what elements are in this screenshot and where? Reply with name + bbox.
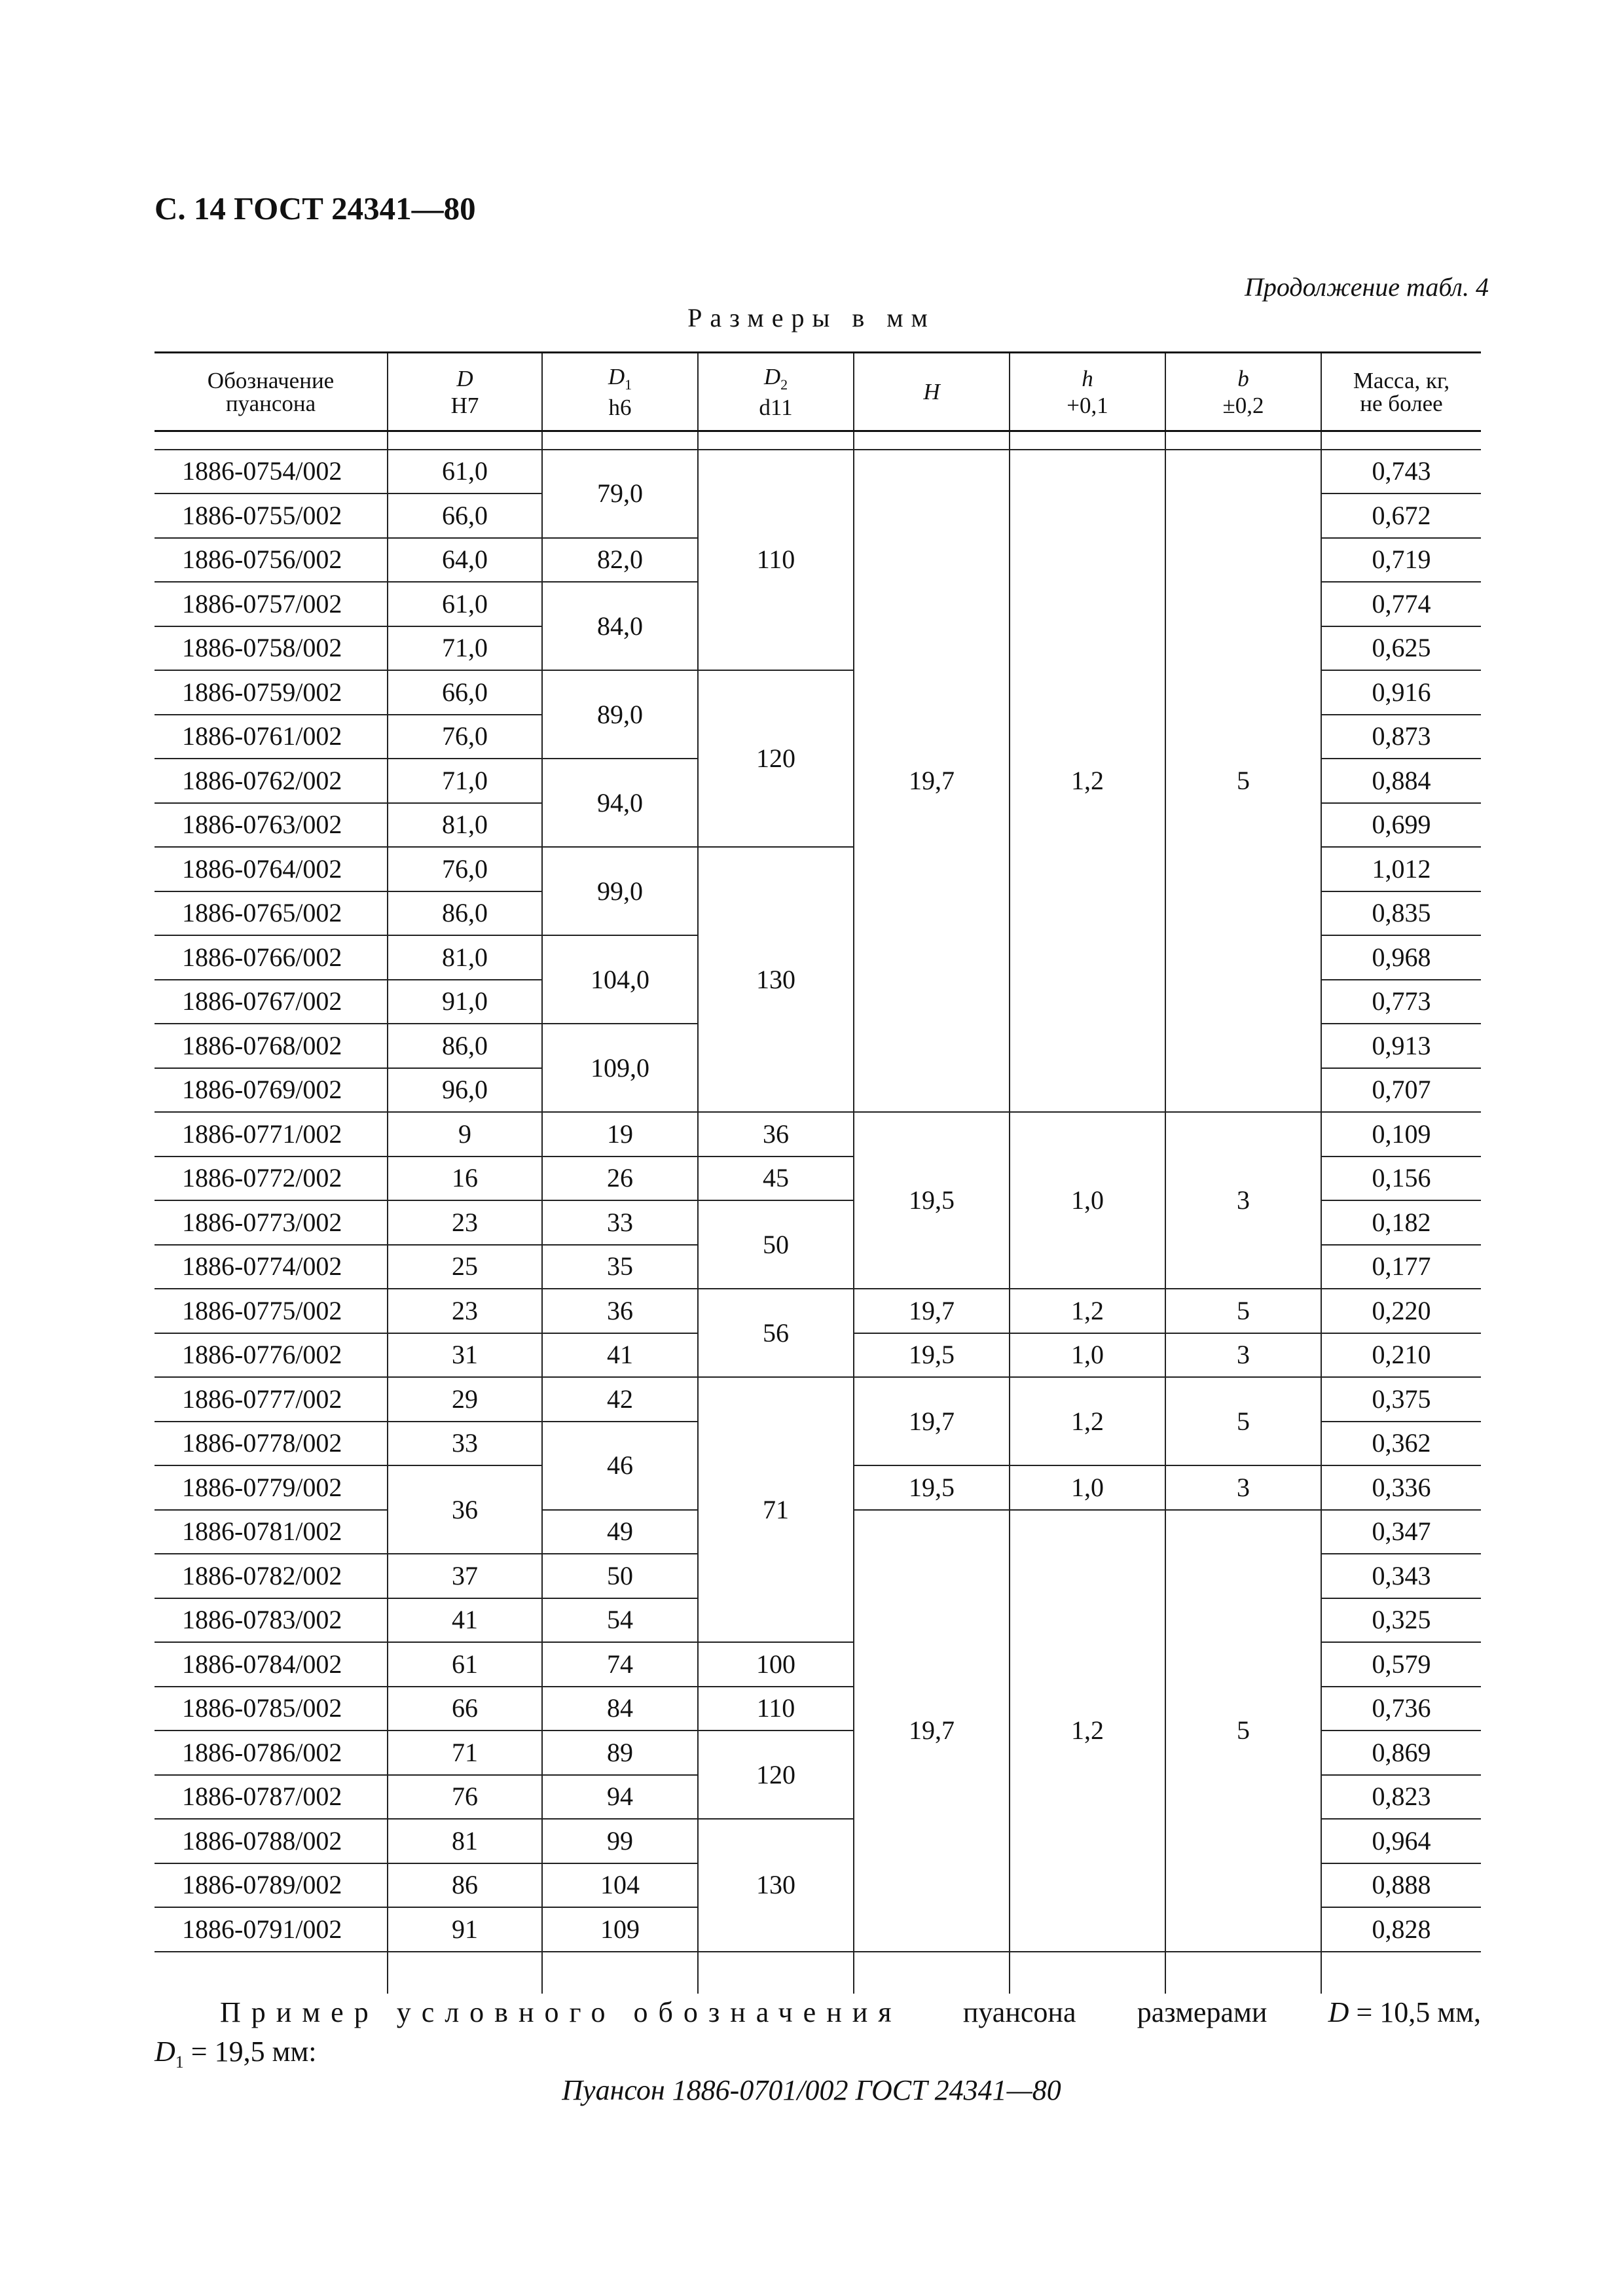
cell-d: 25: [388, 1245, 542, 1289]
cell-mass: 0,873: [1321, 715, 1481, 759]
cell-mass: 0,964: [1321, 1819, 1481, 1863]
cell-d1: 84: [542, 1687, 698, 1731]
cell-d1: 42: [542, 1377, 698, 1422]
cell-d1: 94: [542, 1775, 698, 1820]
cell-b: 3: [1165, 1333, 1321, 1378]
cell-d1: 54: [542, 1598, 698, 1643]
cell-designation: 1886-0762/002: [155, 759, 388, 803]
cell-d1: 84,0: [542, 582, 698, 670]
cell-designation: 1886-0774/002: [155, 1245, 388, 1289]
cell-height: 19,7: [854, 1510, 1010, 1952]
cell-mass: 1,012: [1321, 847, 1481, 891]
cell-mass: 0,888: [1321, 1863, 1481, 1908]
header-gap-row: [155, 431, 1481, 450]
table-row: [155, 450, 1481, 494]
cell-d: 81,0: [388, 935, 542, 980]
cell-designation: 1886-0775/002: [155, 1289, 388, 1333]
table-row: [155, 1112, 1481, 1157]
cell-height: 19,7: [854, 1289, 1010, 1333]
tail-cell: [854, 1952, 1010, 1994]
cell-mass: 0,182: [1321, 1200, 1481, 1245]
designation-example: [155, 1993, 1481, 2082]
example-d-value: D = 10,5 мм,: [1328, 1996, 1481, 2028]
page-header: С. 14 ГОСТ 24341—80: [155, 190, 476, 226]
cell-d: 9: [388, 1112, 542, 1157]
cell-d: 31: [388, 1333, 542, 1378]
cell-d2: 71: [698, 1377, 854, 1642]
cell-mass: 0,672: [1321, 493, 1481, 538]
cell-d2: 120: [698, 1731, 854, 1819]
cell-h: 1,2: [1010, 1289, 1165, 1333]
cell-mass: 0,707: [1321, 1068, 1481, 1113]
table-tail-row: [155, 1952, 1481, 1994]
cell-designation: 1886-0766/002: [155, 935, 388, 980]
cell-d: 61,0: [388, 582, 542, 626]
cell-d1: 74: [542, 1642, 698, 1687]
cell-mass: 0,773: [1321, 980, 1481, 1024]
cell-d: 86,0: [388, 891, 542, 936]
cell-d1: 94,0: [542, 759, 698, 847]
cell-designation: 1886-0783/002: [155, 1598, 388, 1643]
cell-mass: 0,774: [1321, 582, 1481, 626]
cell-d1: 89,0: [542, 670, 698, 759]
example-word-punch: пуансона: [962, 1996, 1076, 2028]
cell-b: 3: [1165, 1465, 1321, 1510]
cell-mass: 0,210: [1321, 1333, 1481, 1378]
cell-h: 1,2: [1010, 450, 1165, 1113]
tail-cell: [155, 1952, 388, 1994]
cell-h: 1,0: [1010, 1465, 1165, 1510]
cell-mass: 0,325: [1321, 1598, 1481, 1643]
cell-b: 5: [1165, 1377, 1321, 1465]
gap-cell: [1321, 431, 1481, 450]
cell-mass: 0,828: [1321, 1907, 1481, 1952]
cell-d: 64,0: [388, 538, 542, 583]
cell-b: 5: [1165, 1289, 1321, 1333]
cell-designation: 1886-0784/002: [155, 1642, 388, 1687]
cell-d: 76: [388, 1775, 542, 1820]
gap-cell: [1010, 431, 1165, 450]
cell-d: 33: [388, 1422, 542, 1466]
cell-mass: 0,220: [1321, 1289, 1481, 1333]
gap-cell: [854, 431, 1010, 450]
cell-designation: 1886-0781/002: [155, 1510, 388, 1554]
cell-d: 66,0: [388, 670, 542, 715]
cell-d: 37: [388, 1554, 542, 1598]
cell-d: 81: [388, 1819, 542, 1863]
cell-designation: 1886-0765/002: [155, 891, 388, 936]
table-header-row: [155, 353, 1481, 431]
cell-designation: 1886-0772/002: [155, 1157, 388, 1201]
cell-mass: 0,343: [1321, 1554, 1481, 1598]
cell-d: 29: [388, 1377, 542, 1422]
cell-d1: 82,0: [542, 538, 698, 583]
gap-cell: [698, 431, 854, 450]
cell-d: 66: [388, 1687, 542, 1731]
cell-designation: 1886-0759/002: [155, 670, 388, 715]
cell-designation: 1886-0786/002: [155, 1731, 388, 1775]
cell-mass: 0,109: [1321, 1112, 1481, 1157]
col-header-b: b ±0,2: [1165, 353, 1321, 431]
cell-b: 3: [1165, 1112, 1321, 1289]
cell-d1: 109,0: [542, 1024, 698, 1112]
gap-cell: [1165, 431, 1321, 450]
col-header-h-height: H: [854, 353, 1010, 431]
cell-d: 16: [388, 1157, 542, 1201]
cell-designation: 1886-0769/002: [155, 1068, 388, 1113]
cell-d: 61,0: [388, 450, 542, 494]
cell-designation: 1886-0778/002: [155, 1422, 388, 1466]
col-header-mass: Масса, кг, не более: [1321, 353, 1481, 431]
cell-d1: 99,0: [542, 847, 698, 935]
cell-d1: 33: [542, 1200, 698, 1245]
cell-d: 91,0: [388, 980, 542, 1024]
cell-designation: 1886-0776/002: [155, 1333, 388, 1378]
cell-d1: 46: [542, 1422, 698, 1510]
col-header-d2: $D_2$ d11: [698, 353, 854, 431]
cell-mass: 0,719: [1321, 538, 1481, 583]
cell-mass: 0,913: [1321, 1024, 1481, 1068]
cell-designation: 1886-0791/002: [155, 1907, 388, 1952]
cell-d1: 49: [542, 1510, 698, 1554]
cell-d2: 56: [698, 1289, 854, 1377]
col-header-h-small: h +0,1: [1010, 353, 1165, 431]
cell-b: 5: [1165, 450, 1321, 1113]
cell-mass: 0,362: [1321, 1422, 1481, 1466]
cell-d1: 109: [542, 1907, 698, 1952]
cell-d2: 130: [698, 1819, 854, 1952]
cell-d2: 50: [698, 1200, 854, 1289]
cell-height: 19,5: [854, 1112, 1010, 1289]
cell-designation: 1886-0777/002: [155, 1377, 388, 1422]
col-header-d1: $D_1$ h6: [542, 353, 698, 431]
cell-designation: 1886-0754/002: [155, 450, 388, 494]
cell-mass: 0,336: [1321, 1465, 1481, 1510]
tail-cell: [1010, 1952, 1165, 1994]
example-d1-value: $D_1 = 19,5$ мм:: [155, 2036, 317, 2072]
cell-mass: 0,835: [1321, 891, 1481, 936]
cell-designation: 1886-0788/002: [155, 1819, 388, 1863]
cell-b: 5: [1165, 1510, 1321, 1952]
cell-d: 23: [388, 1289, 542, 1333]
cell-designation: 1886-0787/002: [155, 1775, 388, 1820]
cell-designation: 1886-0789/002: [155, 1863, 388, 1908]
cell-d1: 36: [542, 1289, 698, 1333]
cell-designation: 1886-0761/002: [155, 715, 388, 759]
cell-designation: 1886-0764/002: [155, 847, 388, 891]
cell-height: 19,7: [854, 1377, 1010, 1465]
cell-d: 96,0: [388, 1068, 542, 1113]
cell-d: 86,0: [388, 1024, 542, 1068]
cell-d: 41: [388, 1598, 542, 1643]
cell-d: 76,0: [388, 847, 542, 891]
cell-designation: 1886-0763/002: [155, 803, 388, 848]
cell-d: 71: [388, 1731, 542, 1775]
cell-mass: 0,347: [1321, 1510, 1481, 1554]
cell-d: 86: [388, 1863, 542, 1908]
cell-designation: 1886-0773/002: [155, 1200, 388, 1245]
col-header-designation: Обозначение пуансона: [155, 353, 388, 431]
example-lead: Пример условного обозначения: [220, 1996, 902, 2028]
col-header-d: D H7: [388, 353, 542, 431]
example-word-sizes: размерами: [1137, 1996, 1267, 2028]
cell-mass: 0,869: [1321, 1731, 1481, 1775]
gap-cell: [388, 431, 542, 450]
punch-dimensions-table: [155, 351, 1481, 1994]
cell-d2: 110: [698, 450, 854, 671]
gap-cell: [155, 431, 388, 450]
cell-designation: 1886-0785/002: [155, 1687, 388, 1731]
cell-height: 19,5: [854, 1333, 1010, 1378]
cell-h: 1,2: [1010, 1377, 1165, 1465]
cell-d: 36: [388, 1465, 542, 1554]
cell-d1: 41: [542, 1333, 698, 1378]
cell-designation: 1886-0771/002: [155, 1112, 388, 1157]
tail-cell: [698, 1952, 854, 1994]
cell-d1: 35: [542, 1245, 698, 1289]
cell-mass: 0,375: [1321, 1377, 1481, 1422]
cell-d: 66,0: [388, 493, 542, 538]
cell-height: 19,7: [854, 450, 1010, 1113]
cell-h: 1,0: [1010, 1333, 1165, 1378]
cell-mass: 0,579: [1321, 1642, 1481, 1687]
cell-d2: 130: [698, 847, 854, 1112]
gap-cell: [542, 431, 698, 450]
cell-designation: 1886-0758/002: [155, 626, 388, 671]
cell-d1: 79,0: [542, 450, 698, 538]
cell-d1: 104,0: [542, 935, 698, 1024]
table-row: [155, 1377, 1481, 1422]
cell-d1: 50: [542, 1554, 698, 1598]
cell-mass: 0,736: [1321, 1687, 1481, 1731]
cell-mass: 0,743: [1321, 450, 1481, 494]
cell-d: 91: [388, 1907, 542, 1952]
cell-h: 1,0: [1010, 1112, 1165, 1289]
cell-d1: 99: [542, 1819, 698, 1863]
cell-d: 71,0: [388, 759, 542, 803]
table-row: [155, 1289, 1481, 1333]
cell-d: 81,0: [388, 803, 542, 848]
cell-height: 19,5: [854, 1465, 1010, 1510]
cell-mass: 0,916: [1321, 670, 1481, 715]
tail-cell: [1321, 1952, 1481, 1994]
cell-mass: 0,968: [1321, 935, 1481, 980]
tail-cell: [1165, 1952, 1321, 1994]
cell-designation: 1886-0782/002: [155, 1554, 388, 1598]
cell-mass: 0,625: [1321, 626, 1481, 671]
cell-d2: 36: [698, 1112, 854, 1157]
cell-d: 23: [388, 1200, 542, 1245]
table-body: [155, 431, 1481, 1994]
cell-d2: 110: [698, 1687, 854, 1731]
tail-cell: [542, 1952, 698, 1994]
cell-designation: 1886-0757/002: [155, 582, 388, 626]
cell-d: 61: [388, 1642, 542, 1687]
cell-d1: 19: [542, 1112, 698, 1157]
cell-designation: 1886-0756/002: [155, 538, 388, 583]
cell-d1: 26: [542, 1157, 698, 1201]
cell-d2: 120: [698, 670, 854, 847]
cell-mass: 0,156: [1321, 1157, 1481, 1201]
cell-d2: 100: [698, 1642, 854, 1687]
table-continuation-label: Продолжение табл. 4: [1244, 272, 1489, 302]
cell-mass: 0,823: [1321, 1775, 1481, 1820]
cell-designation: 1886-0755/002: [155, 493, 388, 538]
cell-d: 76,0: [388, 715, 542, 759]
example-formula: Пуансон 1886-0701/002 ГОСТ 24341—80: [562, 2074, 1061, 2106]
cell-d: 71,0: [388, 626, 542, 671]
cell-mass: 0,699: [1321, 803, 1481, 848]
tail-cell: [388, 1952, 542, 1994]
cell-d2: 45: [698, 1157, 854, 1201]
cell-designation: 1886-0768/002: [155, 1024, 388, 1068]
cell-designation: 1886-0779/002: [155, 1465, 388, 1510]
cell-d1: 104: [542, 1863, 698, 1908]
cell-designation: 1886-0767/002: [155, 980, 388, 1024]
cell-d1: 89: [542, 1731, 698, 1775]
units-caption: Размеры в мм: [687, 303, 936, 332]
cell-mass: 0,177: [1321, 1245, 1481, 1289]
cell-mass: 0,884: [1321, 759, 1481, 803]
cell-h: 1,2: [1010, 1510, 1165, 1952]
